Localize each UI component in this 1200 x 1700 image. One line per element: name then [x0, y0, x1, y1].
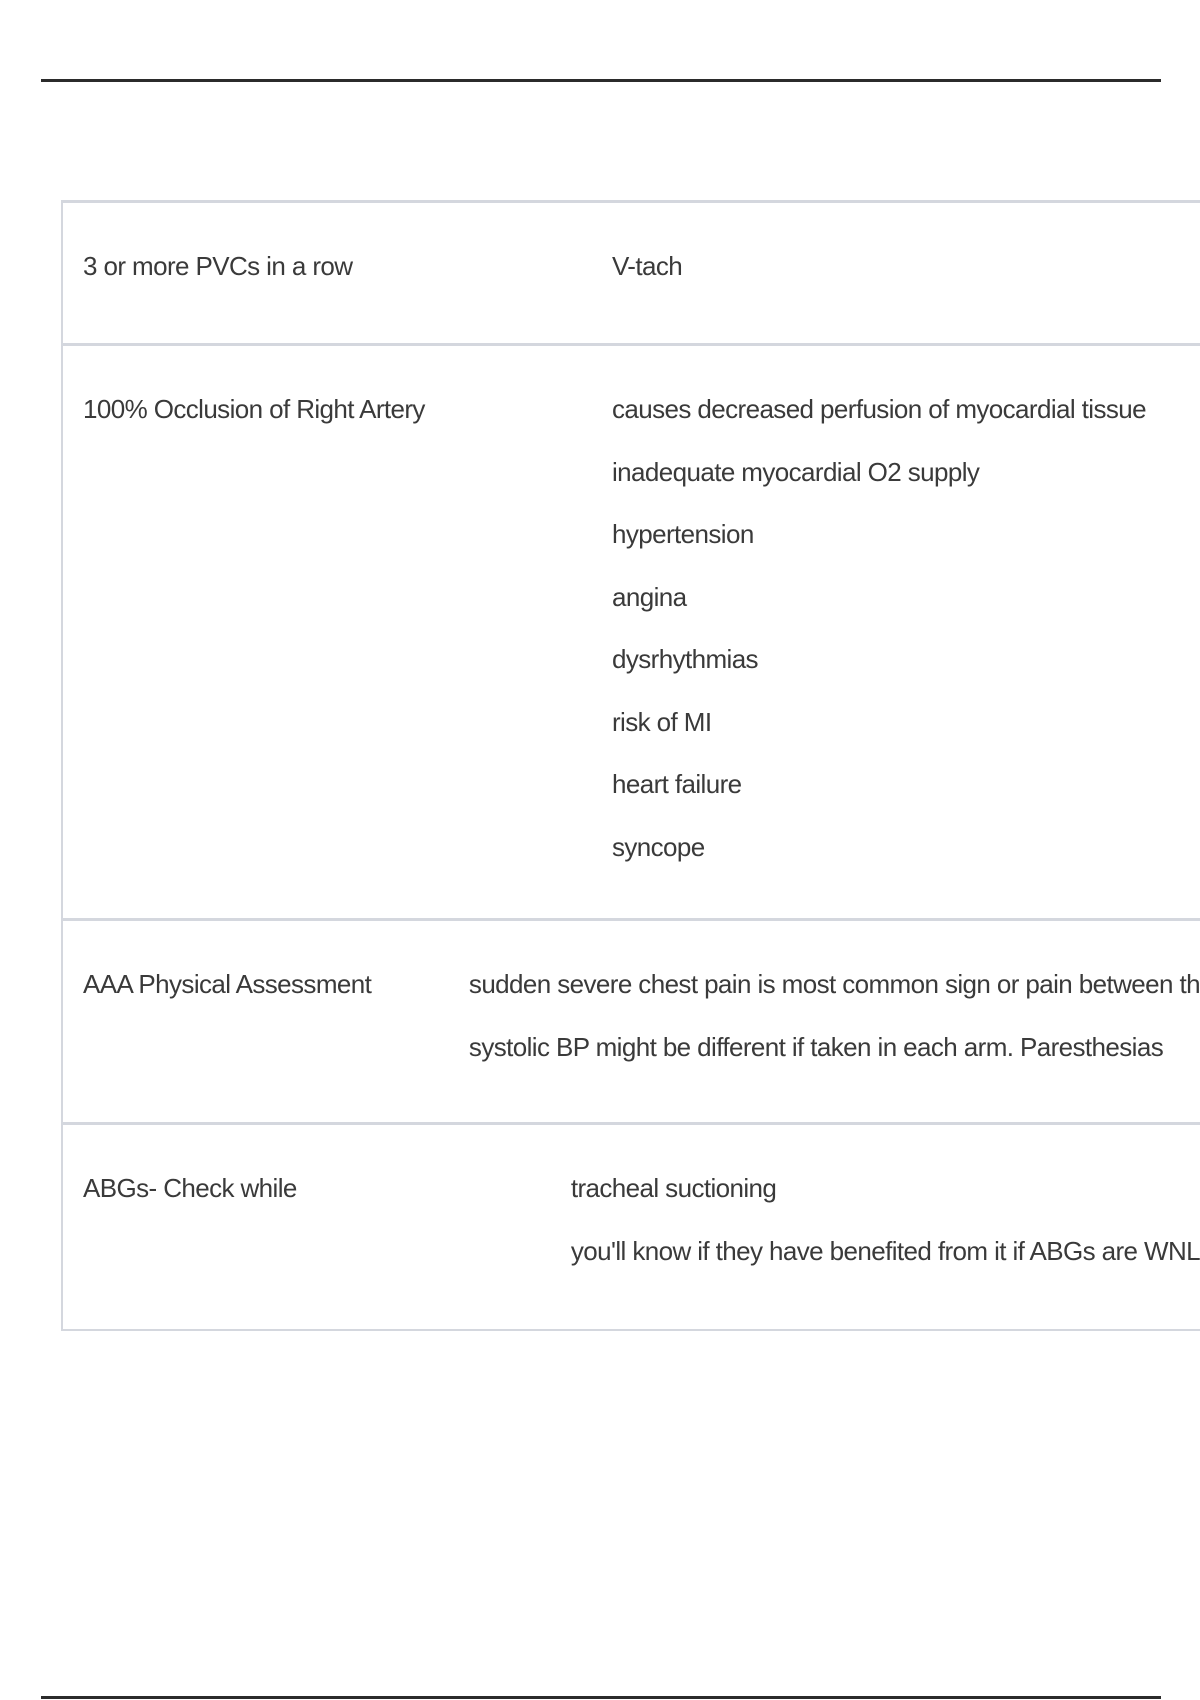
definition-cell: [469, 921, 1200, 1122]
bottom-divider: [41, 1696, 1161, 1699]
table-row: [63, 1125, 1200, 1329]
definition-line: hypertension: [612, 519, 754, 549]
table-row: [63, 346, 1200, 921]
definition-cell: [612, 346, 1200, 918]
definition-line: V-tach: [612, 251, 683, 281]
definition-line: you'll know if they have benefited from it if ABGs are WNL: [570, 1235, 1200, 1266]
table-row: [63, 921, 1200, 1125]
definition-line: angina: [612, 581, 687, 612]
term-text: ABGs- Check while: [83, 1173, 297, 1203]
table-row: [63, 203, 1200, 346]
term-text: AAA Physical Assessment: [83, 969, 372, 999]
definition-line: tracheal suctioning: [570, 1173, 777, 1203]
definition-line: syncope: [612, 831, 705, 862]
term-cell: [63, 346, 612, 918]
definition-cell: [571, 1125, 1200, 1329]
term-cell: [63, 203, 612, 343]
flashcard-table: [61, 200, 1200, 1331]
definition-line: heart failure: [612, 769, 742, 799]
definition-line: inadequate myocardial O2 supply: [612, 456, 980, 487]
definition-line: sudden severe chest pain is most common sign or pain between th: [468, 969, 1200, 999]
top-divider: [41, 79, 1161, 82]
definition-line: causes decreased perfusion of myocardial tissue: [612, 394, 1146, 424]
definition-line: risk of MI: [612, 706, 712, 737]
definition-cell: [612, 203, 1200, 343]
term-cell: [63, 921, 469, 1122]
term-text: 100% Occlusion of Right Artery: [83, 394, 425, 424]
term-text: 3 or more PVCs in a row: [83, 251, 353, 281]
term-cell: [63, 1125, 571, 1329]
definition-line: systolic BP might be different if taken in each arm. Paresthesias: [468, 1031, 1164, 1062]
definition-line: dysrhythmias: [612, 644, 758, 674]
